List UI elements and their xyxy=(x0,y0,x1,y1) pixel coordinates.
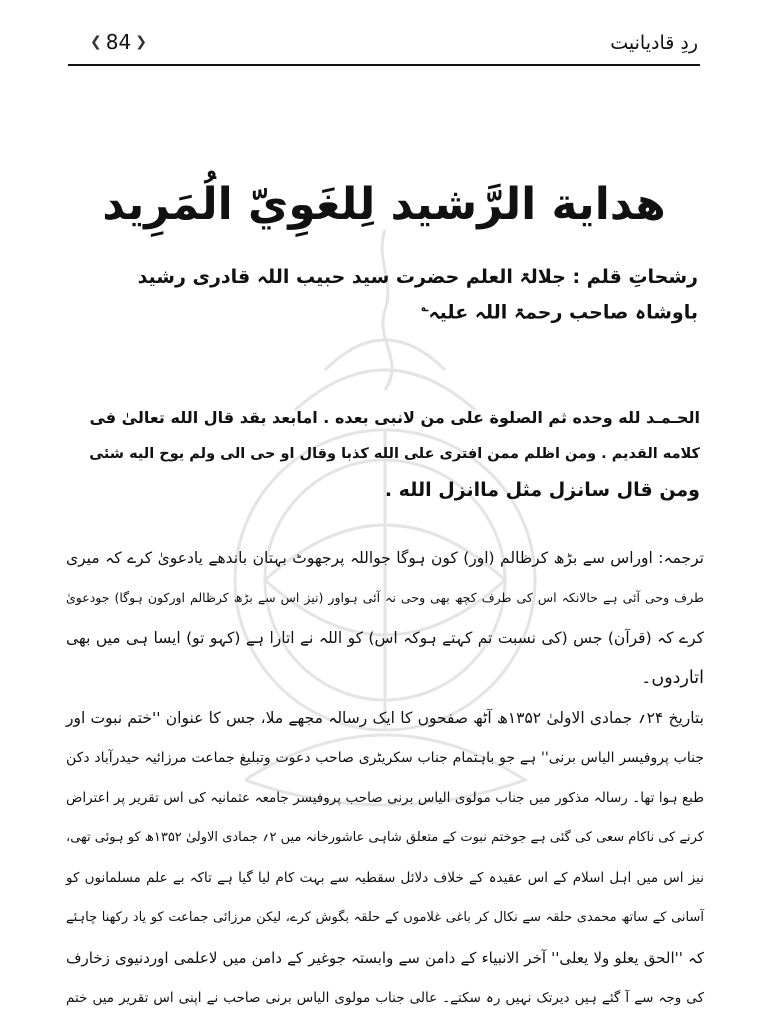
paragraph-line: کی وجہ سے آ گئے ہیں دیرتک نہیں رہ سکتے۔ عالی جناب مولوی الیاس برنی صاحب نے اپنی اس تقریر میں ختم xyxy=(66,990,704,1006)
paragraph-line: طبع ہوا تھا۔ رسالہ مذکور میں جناب مولوی الیاس برنی صاحب پروفیسر جامعہ عثمانیہ کی اس تقریر پر اعتراض xyxy=(66,790,704,806)
paragraph-line: نیز اس میں اہل اسلام کے اس عقیدہ کے خلاف دلائل سقطیہ سے بہت کام لیا گیا ہے تاکہ بے علم مسلمانوں کو xyxy=(66,870,704,886)
arabic-line: ومن قال سانزل مثل ماانزل الله . xyxy=(384,479,700,501)
paragraph-line: جناب پروفیسر الیاس برنی'' ہے جو باہتمام جناب سکریٹری صاحب دعوت وتبلیغ جماعت مرزائیہ حیدرآباد دکن xyxy=(66,750,704,766)
ornament-left-icon: ❮ xyxy=(90,34,102,50)
author-byline xyxy=(70,262,698,327)
ornament-right-icon: ❯ xyxy=(135,34,147,50)
paragraph-line: کہ ''الحق يعلو ولا يعلى'' آخر الانبیاء کے دامن سے وابستہ جوغیر کے دامن میں لاعلمی اوردنیوی زخارف xyxy=(66,949,704,967)
arabic-line: كلامه القديم . ومن اظلم ممن افترى على الله كذبا وقال او حى الى ولم يوح اليه شئى xyxy=(89,446,700,462)
book-title: هداية الرَّشيد لِلغَوِيّ الُمَرِيد xyxy=(102,179,666,230)
paragraph-line: آسانی کے ساتھ محمدی حلقہ سے نکال کر باغی غلاموں کے حلقہ بگوش کرے، لیکن مرزائی جماعت کو یاد رکھنا چاہئے xyxy=(66,910,704,925)
page-number-box xyxy=(90,30,147,54)
running-title: ردِ قادیانیت xyxy=(610,32,698,54)
arabic-invocation xyxy=(72,400,700,508)
translation-line: اتاردوں۔ xyxy=(641,668,704,688)
header-rule xyxy=(68,64,700,66)
arabic-line: الحـمـد لله وحده ثم الصلوة على من لانبى بعده . امابعد بقد قال الله تعالىٰ فى xyxy=(89,408,700,427)
paragraph-line: کرنے کی ناکام سعی کی گئی ہے جوختم نبوت کے متعلق شاہی عاشورخانہ میں ۲؍ جمادی الاولیٰ ۱۳۵۲ھ کو ہوئی تھی، xyxy=(66,830,704,845)
byline-text: رشحاتِ قلم : جلالۃ العلم حضرت سید حبیب اللہ قادری رشید باوشاہ صاحب رحمۃ اللہ علیہ xyxy=(137,266,698,324)
translation-line: کرے کہ (قرآن) جس (کی نسبت تم کہتے ہوکہ اس) کو اللہ نے اتارا ہے (کہو تو) ایسا ہی میں بھی xyxy=(66,629,704,647)
urdu-body xyxy=(66,538,704,1018)
translation-line: طرف وحی آئی ہے حالانکہ اس کی طرف کچھ بھی وحی نہ آئی ہواور (نیز اس سے بڑھ کرظالم اورکون ہوگا) جودعویٰ xyxy=(66,590,704,605)
byline-honorific: ؎ xyxy=(421,300,429,314)
page-number: 84 xyxy=(105,30,132,54)
paragraph-line: بتاریخ ۲۴؍ جمادی الاولیٰ ۱۳۵۲ھ آٹھ صفحوں کا ایک رسالہ مجھے ملا، جس کا عنوان ''ختم نبوت اور xyxy=(66,709,705,727)
translation-line: ترجمہ: اوراس سے بڑھ کرظالم (اور) کون ہوگا جواللہ پرجھوٹ بہتان باندھے یادعویٰ کرے کہ میری xyxy=(66,549,704,567)
